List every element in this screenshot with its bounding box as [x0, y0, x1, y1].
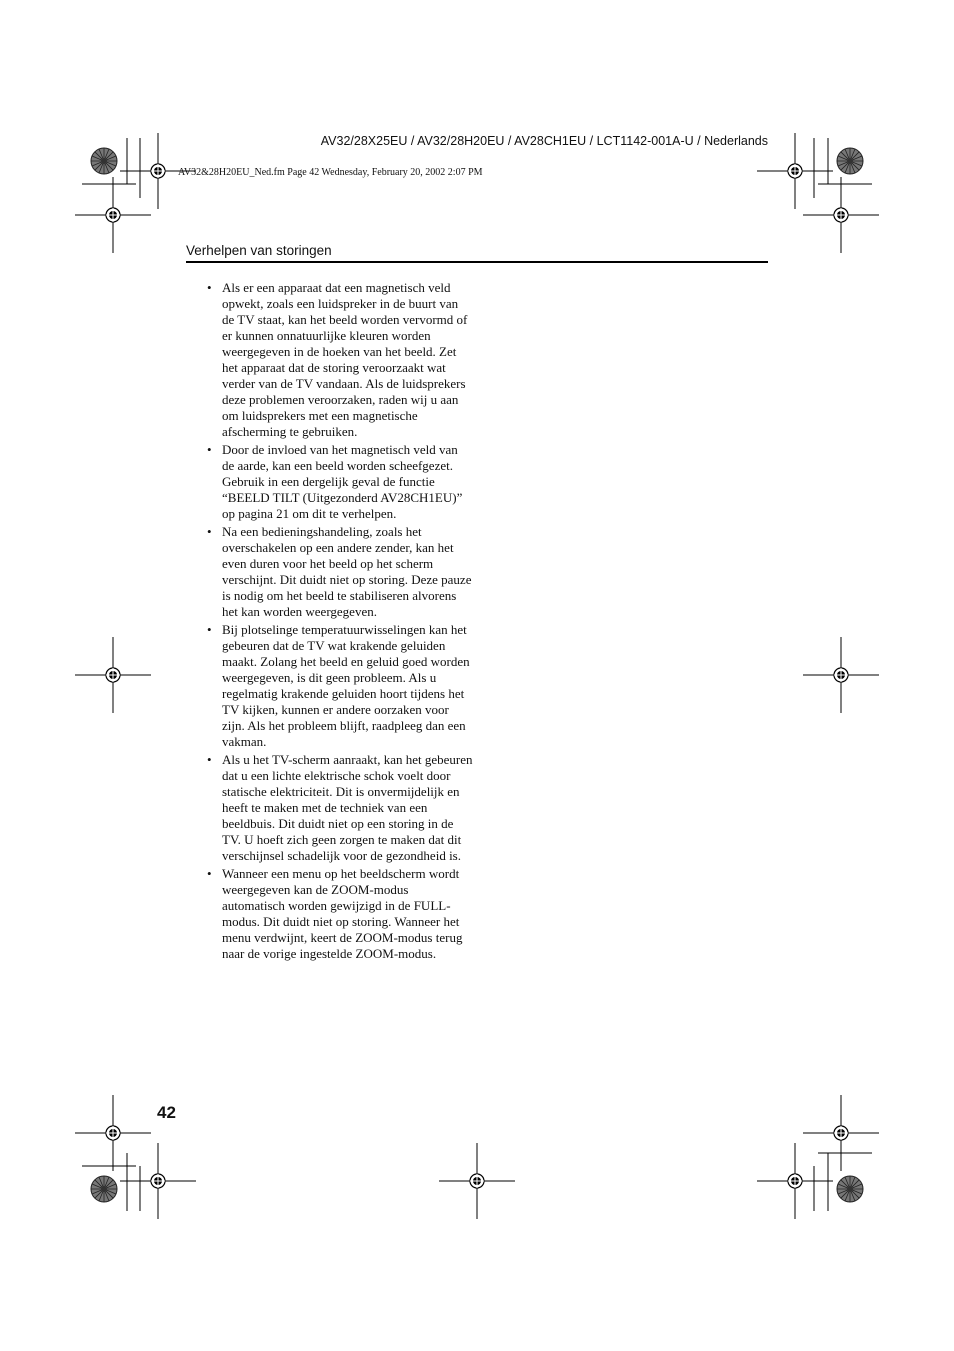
- list-item: • Wanneer een menu op het beeldscherm wordt weergegeven kan de ZOOM-modus automatisch worden gewijzigd in de FULL-modus. Dit duidt niet op storing. Wanneer het menu verdwijnt, keert de ZOOM-modus terug naar de vorige ingestelde ZOOM-modus.: [205, 866, 473, 962]
- list-item: • Als u het TV-scherm aanraakt, kan het gebeuren dat u een lichte elektrische schok voelt door statische elektriciteit. Dit is onvermijdelijk en heeft te maken met de techniek van een beeldbuis. Dit duidt niet op een storing in de TV. U hoeft zich geen zorgen te maken dat dit verschijnsel schadelijk voor de gezondheid is.: [205, 752, 473, 864]
- list-item: • Bij plotselinge temperatuurwisselingen kan het gebeuren dat de TV wat krakende geluiden maakt. Zolang het beeld en geluid goed worden weergegeven, is dit geen probleem. Als u regelmatig krakende geluiden hoort tijdens het TV kijken, kunnen er andere oorzaken voor zijn. Als het probleem blijft, raadpleeg dan een vakman.: [205, 622, 473, 750]
- bullet-list-container: [205, 280, 473, 964]
- section-rule: [186, 261, 768, 263]
- list-item: • Door de invloed van het magnetisch veld van de aarde, kan een beeld worden scheefgezet. Gebruik in een dergelijk geval de functie “BEELD TILT (Uitgezonderd AV28CH1EU)” op pagina 21 om dit te verhelpen.: [205, 442, 473, 522]
- section-title: Verhelpen van storingen: [186, 243, 332, 258]
- troubleshooting-list: [205, 280, 473, 962]
- model-header: AV32/28X25EU / AV32/28H20EU / AV28CH1EU / LCT1142-001A-U / Nederlands: [320, 134, 768, 148]
- list-item: • Als er een apparaat dat een magnetisch veld opwekt, zoals een luidspreker in de buurt van de TV staat, kan het beeld worden vervormd of er kunnen onnatuurlijke kleuren worden weergegeven in de hoeken van het beeld. Zet het apparaat dat de storing veroorzaakt wat verder van de TV vandaan. Als de luidsprekers deze problemen veroorzaken, raden wij u aan om luidsprekers met een magnetische afscherming te gebruiken.: [205, 280, 473, 440]
- list-item: • Na een bedieningshandeling, zoals het overschakelen op een andere zender, kan het even duren voor het beeld op het scherm verschijnt. Dit duidt niet op storing. Deze pauze is nodig om het beeld te stabiliseren alvorens het kan worden weergegeven.: [205, 524, 473, 620]
- file-info: AV32&28H20EU_Ned.fm Page 42 Wednesday, February 20, 2002 2:07 PM: [178, 167, 483, 178]
- page-number: 42: [157, 1103, 176, 1122]
